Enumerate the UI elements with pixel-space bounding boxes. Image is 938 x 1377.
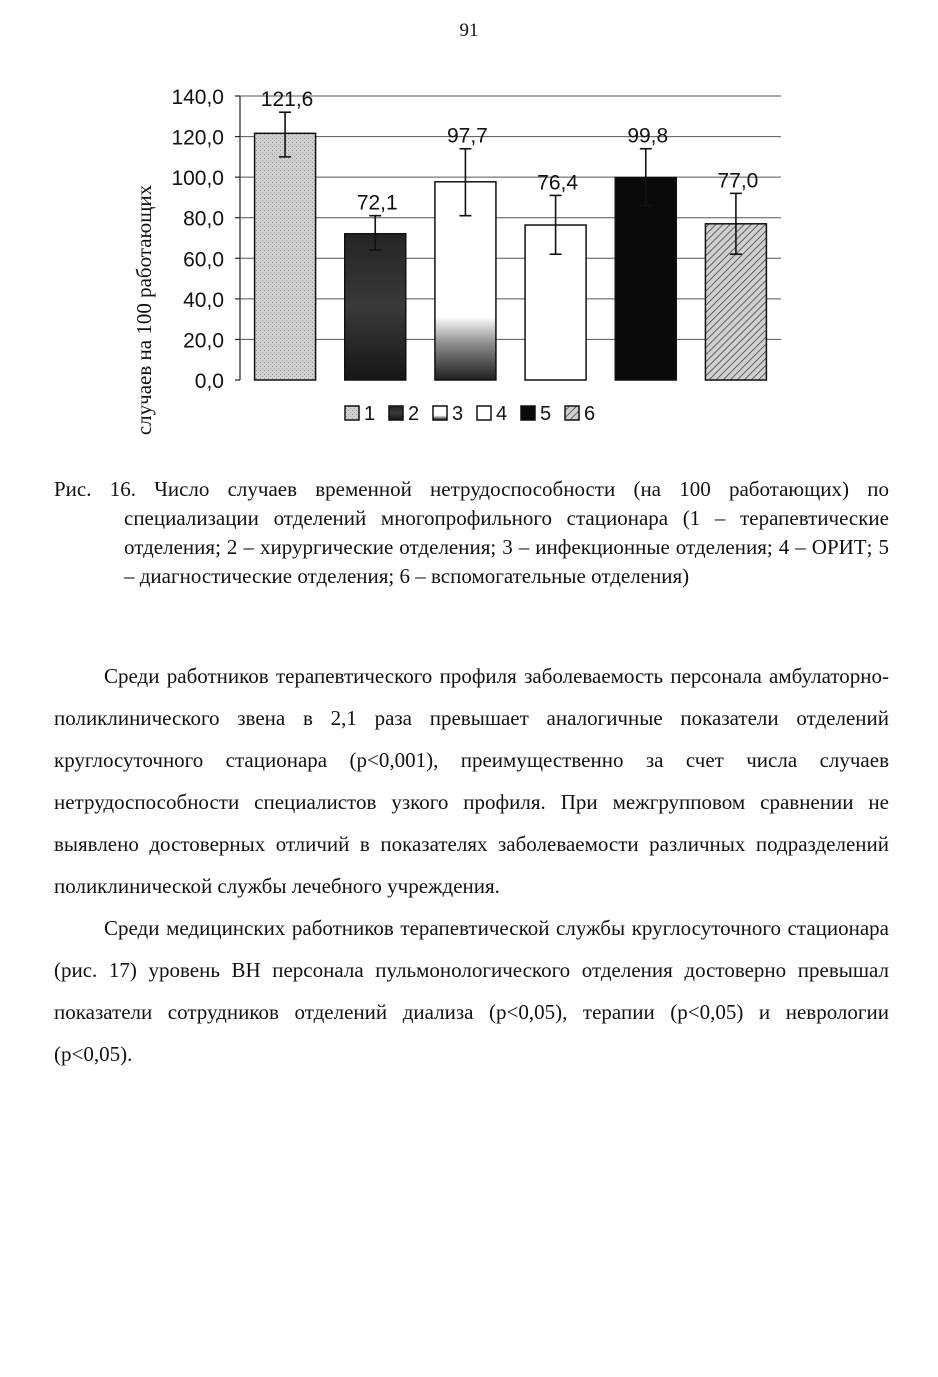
- data-label-4: 76,4: [537, 171, 579, 195]
- y-tick-label: 80,0: [183, 207, 224, 231]
- data-label-1: 121,6: [260, 88, 314, 112]
- legend-swatch-6: [565, 406, 579, 420]
- data-label-6: 77,0: [717, 169, 759, 193]
- y-tick-label: 0,0: [194, 370, 224, 393]
- bar-1: [255, 133, 316, 380]
- legend-swatch-1: [345, 406, 359, 420]
- legend-label-1: 1: [364, 403, 376, 425]
- page-number: 91: [459, 20, 479, 41]
- legend-label-3: 3: [452, 403, 464, 425]
- body-text: [54, 655, 889, 1075]
- data-label-3: 97,7: [446, 124, 488, 148]
- legend-swatch-4: [477, 406, 491, 420]
- y-tick-label: 120,0: [171, 126, 224, 150]
- legend-swatch-3: [433, 406, 447, 420]
- y-tick-label: 100,0: [171, 167, 224, 191]
- caption-text: Рис. 16. Число случаев временной нетрудоспособности (на 100 работающих) по специализации отделений многопрофильного стационара (1 – терапевтические отделения; 2 – хирургические отделения; 3 – инфекционные отделения; 4 – ОРИТ; 5 – диагностические отделения; 6 – вспомогательные отделения): [54, 477, 889, 588]
- legend-label-6: 6: [584, 403, 596, 425]
- legend-swatch-2: [389, 406, 403, 420]
- y-tick-label: 140,0: [171, 86, 224, 109]
- legend-label-4: 4: [496, 403, 508, 425]
- paragraph-2: Среди медицинских работников терапевтической службы круглосуточного стационара (рис. 17) уровень ВН персонала пульмонологического отделения достоверно превышал показатели сотрудников отделений диализа (р<0,05), терапии (р<0,05) и неврологии (р<0,05).: [54, 916, 889, 1066]
- y-tick-label: 40,0: [183, 288, 224, 312]
- figure-caption: [54, 475, 889, 591]
- legend-label-5: 5: [540, 403, 552, 425]
- legend-swatch-5: [521, 406, 535, 420]
- bar-chart: [0, 70, 938, 440]
- bar-5: [615, 178, 676, 380]
- legend-label-2: 2: [408, 403, 420, 425]
- data-label-5: 99,8: [627, 124, 669, 148]
- y-tick-label: 60,0: [183, 248, 224, 272]
- bar-2: [345, 234, 406, 380]
- y-axis-label: случаев на 100 работающих: [132, 184, 156, 436]
- paragraph-1: Среди работников терапевтического профиля заболеваемость персонала амбулаторно-поликлинического звена в 2,1 раза превышает аналогичные показатели отделений круглосуточного стационара (р<0,001), преимущественно за счет числа случаев нетрудоспособности специалистов узкого профиля. При межгрупповом сравнении не выявлено достоверных отличий в показателях заболеваемости различных подразделений поликлинической службы лечебного учреждения.: [54, 664, 889, 898]
- y-tick-label: 20,0: [183, 329, 224, 353]
- data-label-2: 72,1: [356, 191, 398, 215]
